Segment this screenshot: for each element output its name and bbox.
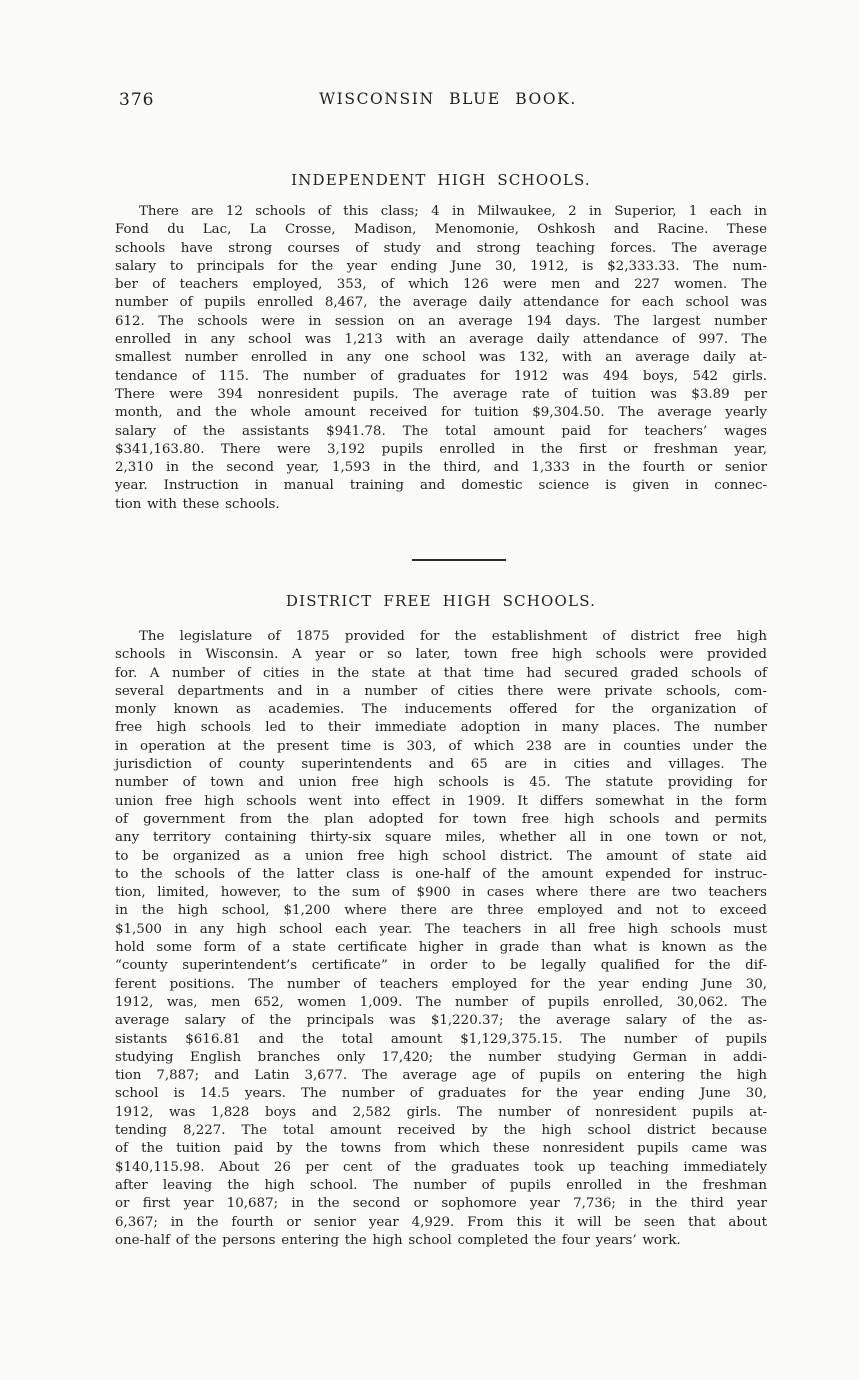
- running-title: WISCONSIN BLUE BOOK.: [319, 90, 577, 108]
- text-line: in the high school, $1,200 where there are three employed and not to exceed: [115, 903, 767, 919]
- text-line: or first year 10,687; in the second or sophomore year 7,736; in the third year: [115, 1196, 767, 1212]
- text-line: Fond du Lac, La Crosse, Madison, Menomonie, Oshkosh and Racine. These: [115, 222, 767, 238]
- text-line: in operation at the present time is 303, of which 238 are in counties under the: [115, 738, 767, 754]
- text-line: $140,115.98. About 26 per cent of the graduates took up teaching immediately: [115, 1159, 767, 1175]
- text-line: There were 394 nonresident pupils. The average rate of tuition was $3.89 per: [115, 386, 767, 402]
- text-line: one-half of the persons entering the high school completed the four years’ work.: [115, 1232, 681, 1248]
- text-line: smallest number enrolled in any one school was 132, with an average daily at-: [115, 350, 767, 366]
- page-number: 376: [119, 90, 155, 110]
- text-line: any territory containing thirty-six square miles, whether all in one town or not,: [115, 830, 767, 846]
- text-line: sistants $616.81 and the total amount $1,129,375.15. The number of pupils: [115, 1031, 767, 1047]
- text-line: $341,163.80. There were 3,192 pupils enrolled in the first or freshman year,: [115, 441, 767, 457]
- section-heading-district-free-high-schools: DISTRICT FREE HIGH SCHOOLS.: [285, 592, 597, 610]
- text-line: jurisdiction of county superintendents and 65 are in cities and villages. The: [115, 757, 767, 773]
- text-line: $1,500 in any high school each year. The teachers in all free high schools must: [115, 921, 767, 937]
- text-line: studying English branches only 17,420; the number studying German in addi-: [115, 1049, 767, 1065]
- text-line: of government from the plan adopted for town free high schools and permits: [115, 811, 767, 827]
- section-divider-rule: [412, 559, 506, 561]
- text-line: 6,367; in the fourth or senior year 4,929. From this it will be seen that about: [115, 1214, 767, 1230]
- text-line: number of pupils enrolled 8,467, the average daily attendance for each school was: [115, 295, 767, 311]
- text-line: The legislature of 1875 provided for the establishment of district free high: [139, 629, 767, 644]
- text-line: 2,310 in the second year, 1,593 in the third, and 1,333 in the fourth or senior: [115, 460, 767, 476]
- text-line: tending 8,227. The total amount received by the high school district because: [115, 1123, 767, 1139]
- text-line: 612. The schools were in session on an average 194 days. The largest number: [115, 313, 767, 329]
- text-line: number of town and union free high schools is 45. The statute providing for: [115, 775, 767, 791]
- text-line: monly known as academies. The inducements offered for the organization of: [115, 702, 767, 718]
- text-line: schools have strong courses of study and strong teaching forces. The average: [115, 240, 767, 256]
- text-line: There are 12 schools of this class; 4 in Milwaukee, 2 in Superior, 1 each in: [139, 204, 767, 219]
- text-line: year. Instruction in manual training and domestic science is given in connec-: [115, 478, 767, 494]
- section-body-independent-high-schools: [115, 203, 767, 514]
- page-header: [115, 90, 767, 114]
- text-line: hold some form of a state certificate higher in grade than what is known as the: [115, 940, 767, 956]
- text-line: tion 7,887; and Latin 3,677. The average age of pupils on entering the high: [115, 1068, 767, 1084]
- text-line: “county superintendent’s certificate” in order to be legally qualified for the dif-: [115, 958, 767, 974]
- text-line: for. A number of cities in the state at that time had secured graded schools of: [115, 665, 767, 681]
- text-line: tendance of 115. The number of graduates for 1912 was 494 boys, 542 girls.: [115, 368, 767, 384]
- section-heading-independent-high-schools: INDEPENDENT HIGH SCHOOLS.: [291, 171, 591, 189]
- text-line: month, and the whole amount received for tuition $9,304.50. The average yearly: [115, 405, 767, 421]
- text-line: tion with these schools.: [115, 496, 280, 512]
- text-line: salary to principals for the year ending June 30, 1912, is $2,333.33. The num-: [115, 258, 767, 274]
- text-line: ber of teachers employed, 353, of which 126 were men and 227 women. The: [115, 277, 767, 293]
- text-line: average salary of the principals was $1,220.37; the average salary of the as-: [115, 1013, 767, 1029]
- text-line: of the tuition paid by the towns from which these nonresident pupils came was: [115, 1141, 767, 1157]
- text-line: school is 14.5 years. The number of graduates for the year ending June 30,: [115, 1086, 767, 1102]
- text-line: enrolled in any school was 1,213 with an average daily attendance of 997. The: [115, 332, 767, 348]
- text-line: to be organized as a union free high school district. The amount of state aid: [115, 848, 767, 864]
- text-line: ferent positions. The number of teachers employed for the year ending June 30,: [115, 976, 767, 992]
- section-body-district-free-high-schools: [115, 628, 767, 1250]
- text-line: union free high schools went into effect in 1909. It differs somewhat in the form: [115, 793, 767, 809]
- text-line: after leaving the high school. The number of pupils enrolled in the freshman: [115, 1177, 767, 1193]
- text-line: tion, limited, however, to the sum of $900 in cases where there are two teachers: [115, 885, 767, 901]
- text-line: free high schools led to their immediate adoption in many places. The number: [115, 720, 767, 736]
- text-line: to the schools of the latter class is one-half of the amount expended for instruc-: [115, 866, 767, 882]
- text-line: several departments and in a number of cities there were private schools, com-: [115, 683, 767, 699]
- text-line: 1912, was 1,828 boys and 2,582 girls. The number of nonresident pupils at-: [115, 1104, 767, 1120]
- text-line: schools in Wisconsin. A year or so later, town free high schools were provided: [115, 647, 767, 663]
- text-line: 1912, was, men 652, women 1,009. The number of pupils enrolled, 30,062. The: [115, 994, 767, 1010]
- text-line: salary of the assistants $941.78. The total amount paid for teachers’ wages: [115, 423, 767, 439]
